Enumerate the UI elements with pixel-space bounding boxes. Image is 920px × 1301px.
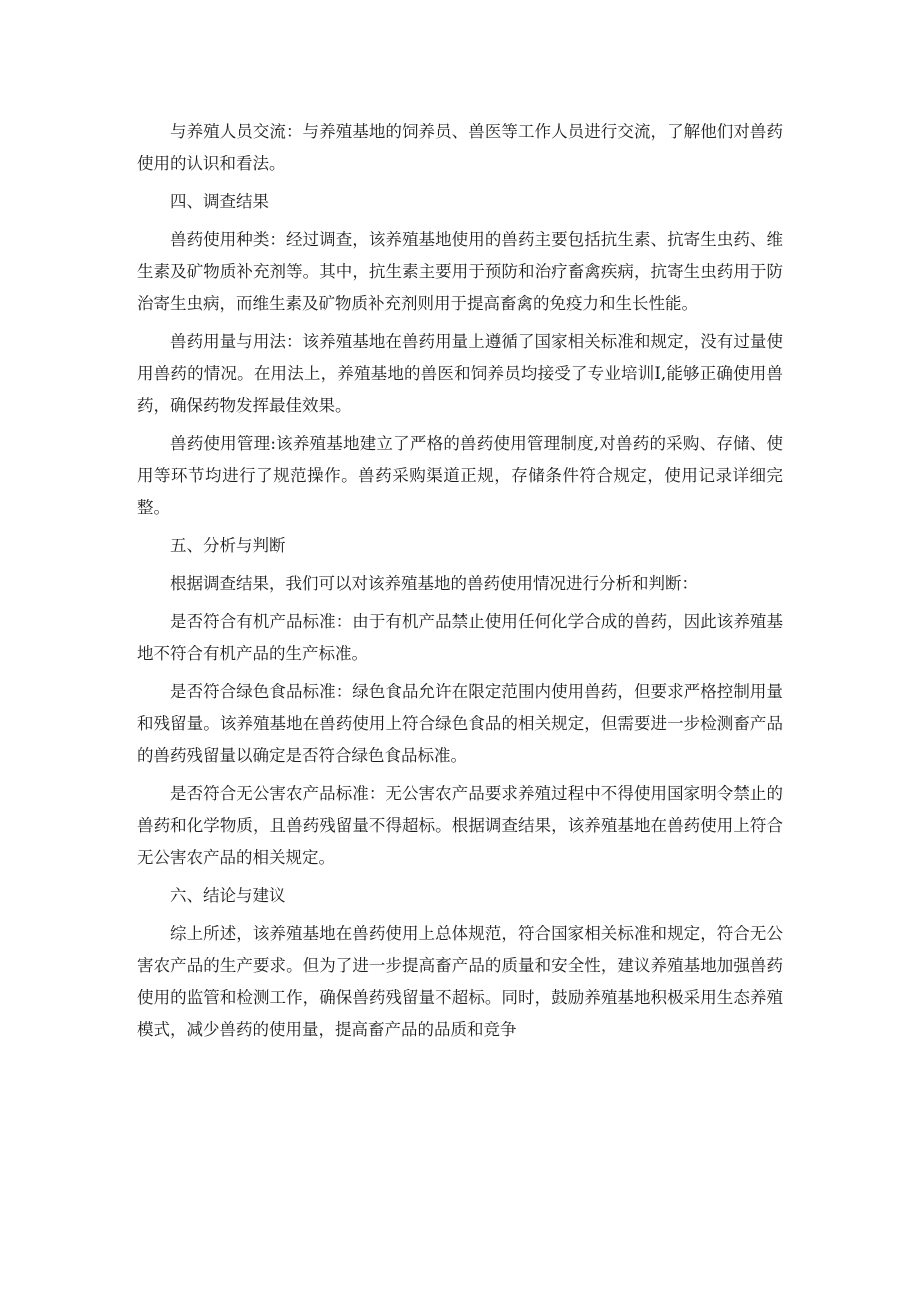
document-body	[137, 116, 783, 1052]
paragraph-drug-types: 兽药使用种类：经过调查，该养殖基地使用的兽药主要包括抗生素、抗寄生虫药、维生素及矿物质补充剂等。其中，抗生素主要用于预防和治疗畜禽疾病，抗寄生虫药用于防治寄生虫病，而维生素及矿物质补充剂则用于提高畜禽的免疫力和生长性能。	[137, 230, 783, 313]
paragraph-organic-standard: 是否符合有机产品标准：由于有机产品禁止使用任何化学合成的兽药，因此该养殖基地不符合有机产品的生产标准。	[137, 612, 783, 663]
paragraph-green-food-standard: 是否符合绿色食品标准：绿色食品允许在限定范围内使用兽药，但要求严格控制用量和残留量。该养殖基地在兽药使用上符合绿色食品的相关规定，但需要进一步检测畜产品的兽药残留量以确定是否符合绿色食品标准。	[137, 682, 783, 765]
section-heading-analysis: 五、分析与判断	[170, 536, 286, 555]
paragraph-conclusion: 综上所述，该养殖基地在兽药使用上总体规范，符合国家相关标准和规定，符合无公害农产品的生产要求。但为了进一步提高畜产品的质量和安全性，建议养殖基地加强兽药使用的监管和检测工作，确保兽药残留量不超标。同时，鼓励养殖基地积极采用生态养殖模式，减少兽药的使用量，提高畜产品的品质和竞争	[137, 924, 783, 1039]
paragraph-staff-communication: 与养殖人员交流：与养殖基地的饲养员、兽医等工作人员进行交流，了解他们对兽药使用的认识和看法。	[137, 122, 783, 173]
paragraph-usage-management: 兽药使用管理:该养殖基地建立了严格的兽药使用管理制度,对兽药的采购、存储、使用等环节均进行了规范操作。兽药采购渠道正规，存储条件符合规定，使用记录详细完整。	[137, 434, 783, 517]
section-heading-conclusion: 六、结论与建议	[170, 886, 286, 905]
paragraph-dosage-usage: 兽药用量与用法：该养殖基地在兽药用量上遵循了国家相关标准和规定，没有过量使用兽药的情况。在用法上，养殖基地的兽医和饲养员均接受了专业培训I,能够正确使用兽药，确保药物发挥最佳效果。	[137, 332, 783, 415]
section-heading-results: 四、调查结果	[170, 192, 269, 211]
paragraph-analysis-intro: 根据调查结果，我们可以对该养殖基地的兽药使用情况进行分析和判断：	[170, 574, 698, 593]
paragraph-pollution-free-standard: 是否符合无公害农产品标准：无公害农产品要求养殖过程中不得使用国家明令禁止的兽药和化学物质，且兽药残留量不得超标。根据调查结果，该养殖基地在兽药使用上符合无公害农产品的相关规定。	[137, 784, 783, 867]
